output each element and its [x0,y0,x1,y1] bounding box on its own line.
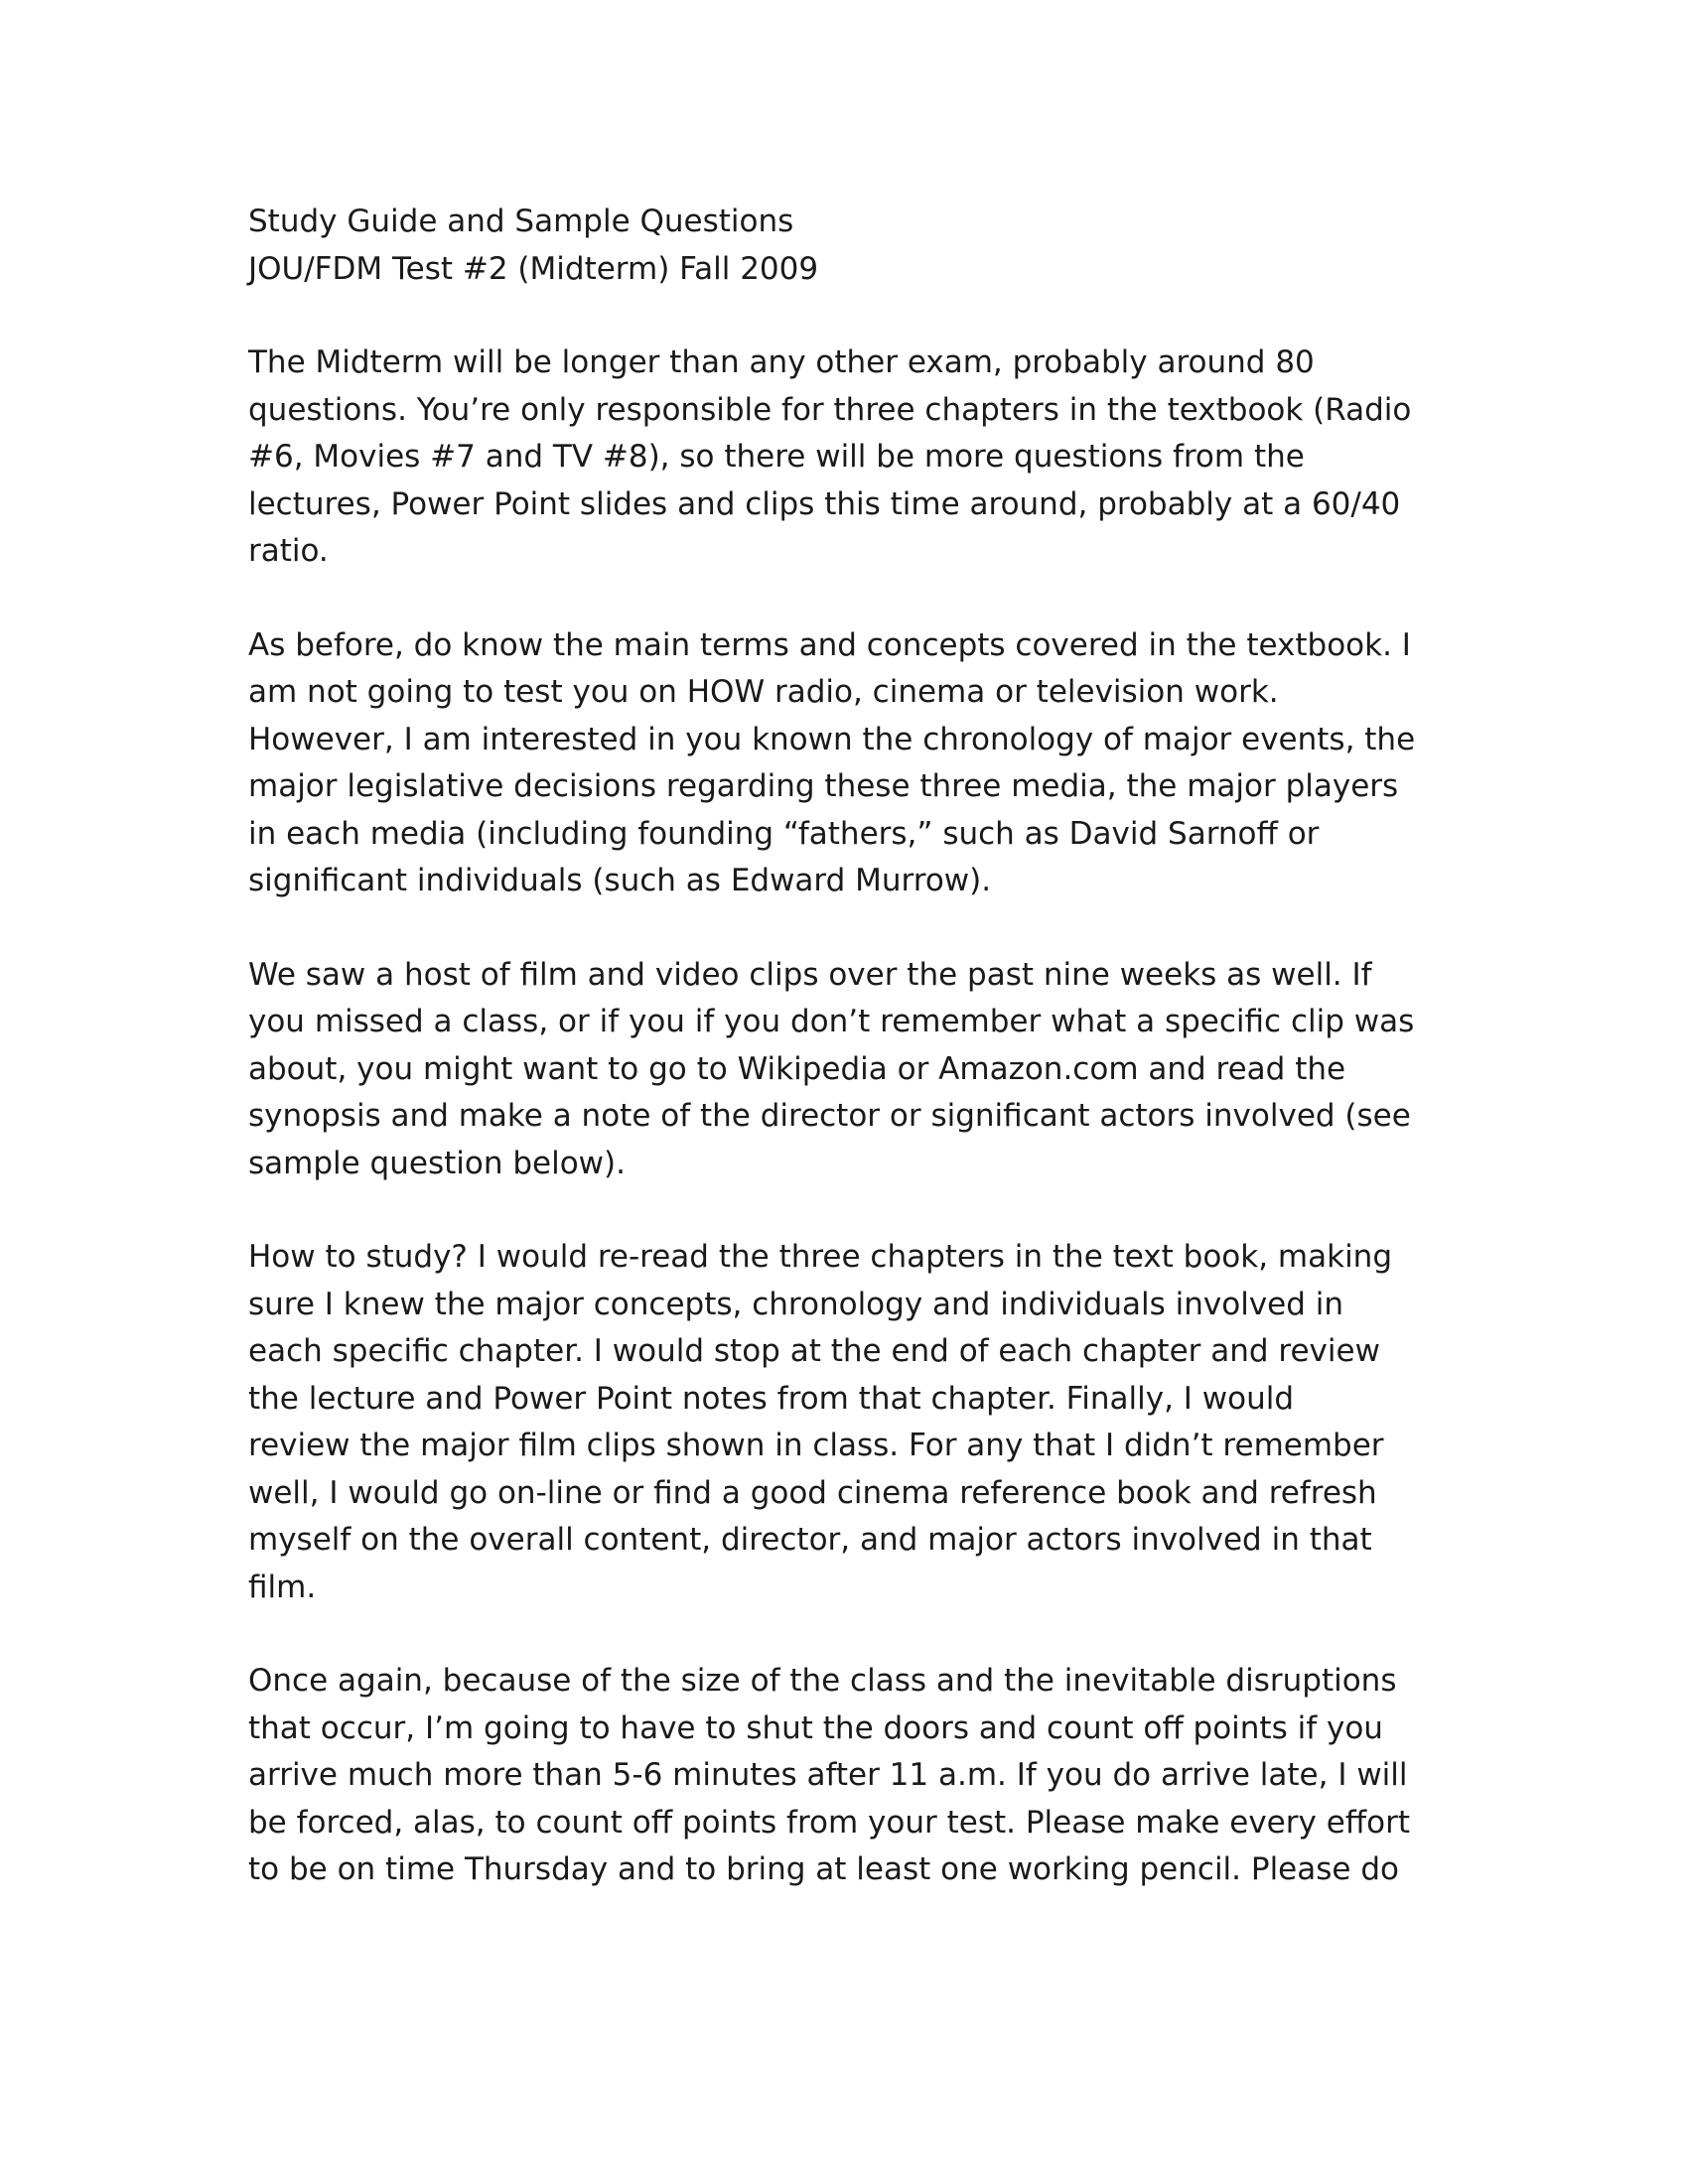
text-line: you missed a class, or if you if you don’t remember what a specific clip was [248,1004,1415,1039]
text-line: As before, do know the main terms and concepts covered in the textbook. I [248,626,1411,663]
text-line: each specific chapter. I would stop at the end of each chapter and review [248,1333,1380,1369]
text-line: How to study? I would re-read the three chapters in the text book, making [248,1239,1393,1275]
text-line: The Midterm will be longer than any other exam, probably around 80 [248,344,1315,380]
text-line: significant individuals (such as Edward Murrow). [248,863,992,898]
text-line: to be on time Thursday and to bring at least one working pencil. Please do [248,1851,1399,1887]
document-title: Study Guide and Sample Questions [248,204,794,239]
text-line: myself on the overall content, director, and major actors involved in that [248,1522,1372,1558]
text-line: major legislative decisions regarding these three media, the major players [248,768,1399,804]
document-subtitle: JOU/FDM Test #2 (Midterm) Fall 2009 [248,250,819,287]
text-line: am not going to test you on HOW radio, cinema or television work. [248,674,1279,710]
text-line: in each media (including founding “fathers,” such as David Sarnoff or [248,815,1320,852]
paragraph-attendance [248,1658,1460,1894]
paragraph-exam-overview [248,340,1460,576]
text-line: However, I am interested in you known the chronology of major events, the [248,721,1416,757]
text-line: #6, Movies #7 and TV #8), so there will be more questions from the [248,439,1305,475]
text-line: Once again, because of the size of the class and the inevitable disruptions [248,1663,1397,1699]
text-line: about, you might want to go to Wikipedia or Amazon.com and read the [248,1050,1346,1087]
text-line: that occur, I’m going to have to shut the doors and count off points if you [248,1709,1383,1746]
text-line: synopsis and make a note of the director or significant actors involved (see [248,1098,1411,1134]
paragraph-how-to-study [248,1234,1460,1611]
text-line: arrive much more than 5-6 minutes after 11 a.m. If you do arrive late, I will [248,1757,1408,1793]
text-line: sample question below). [248,1145,626,1181]
paragraph-film-clips [248,952,1460,1188]
text-line: the lecture and Power Point notes from that chapter. Finally, I would [248,1380,1295,1417]
text-line: film. [248,1569,317,1605]
text-line: well, I would go on-line or find a good cinema reference book and refresh [248,1474,1377,1511]
text-line: sure I knew the major concepts, chronology and individuals involved in [248,1286,1344,1322]
text-line: be forced, alas, to count off points from your test. Please make every effort [248,1804,1410,1841]
text-line: We saw a host of film and video clips over the past nine weeks as well. If [248,956,1372,993]
document-heading [248,199,1460,293]
text-line: questions. You’re only responsible for three chapters in the textbook (Radio [248,391,1412,428]
text-line: lectures, Power Point slides and clips this time around, probably at a 60/40 [248,485,1401,522]
document-body [248,199,1460,1941]
text-line: review the major film clips shown in class. For any that I didn’t remember [248,1428,1384,1463]
text-line: ratio. [248,533,329,569]
paragraph-terms-concepts [248,622,1460,905]
